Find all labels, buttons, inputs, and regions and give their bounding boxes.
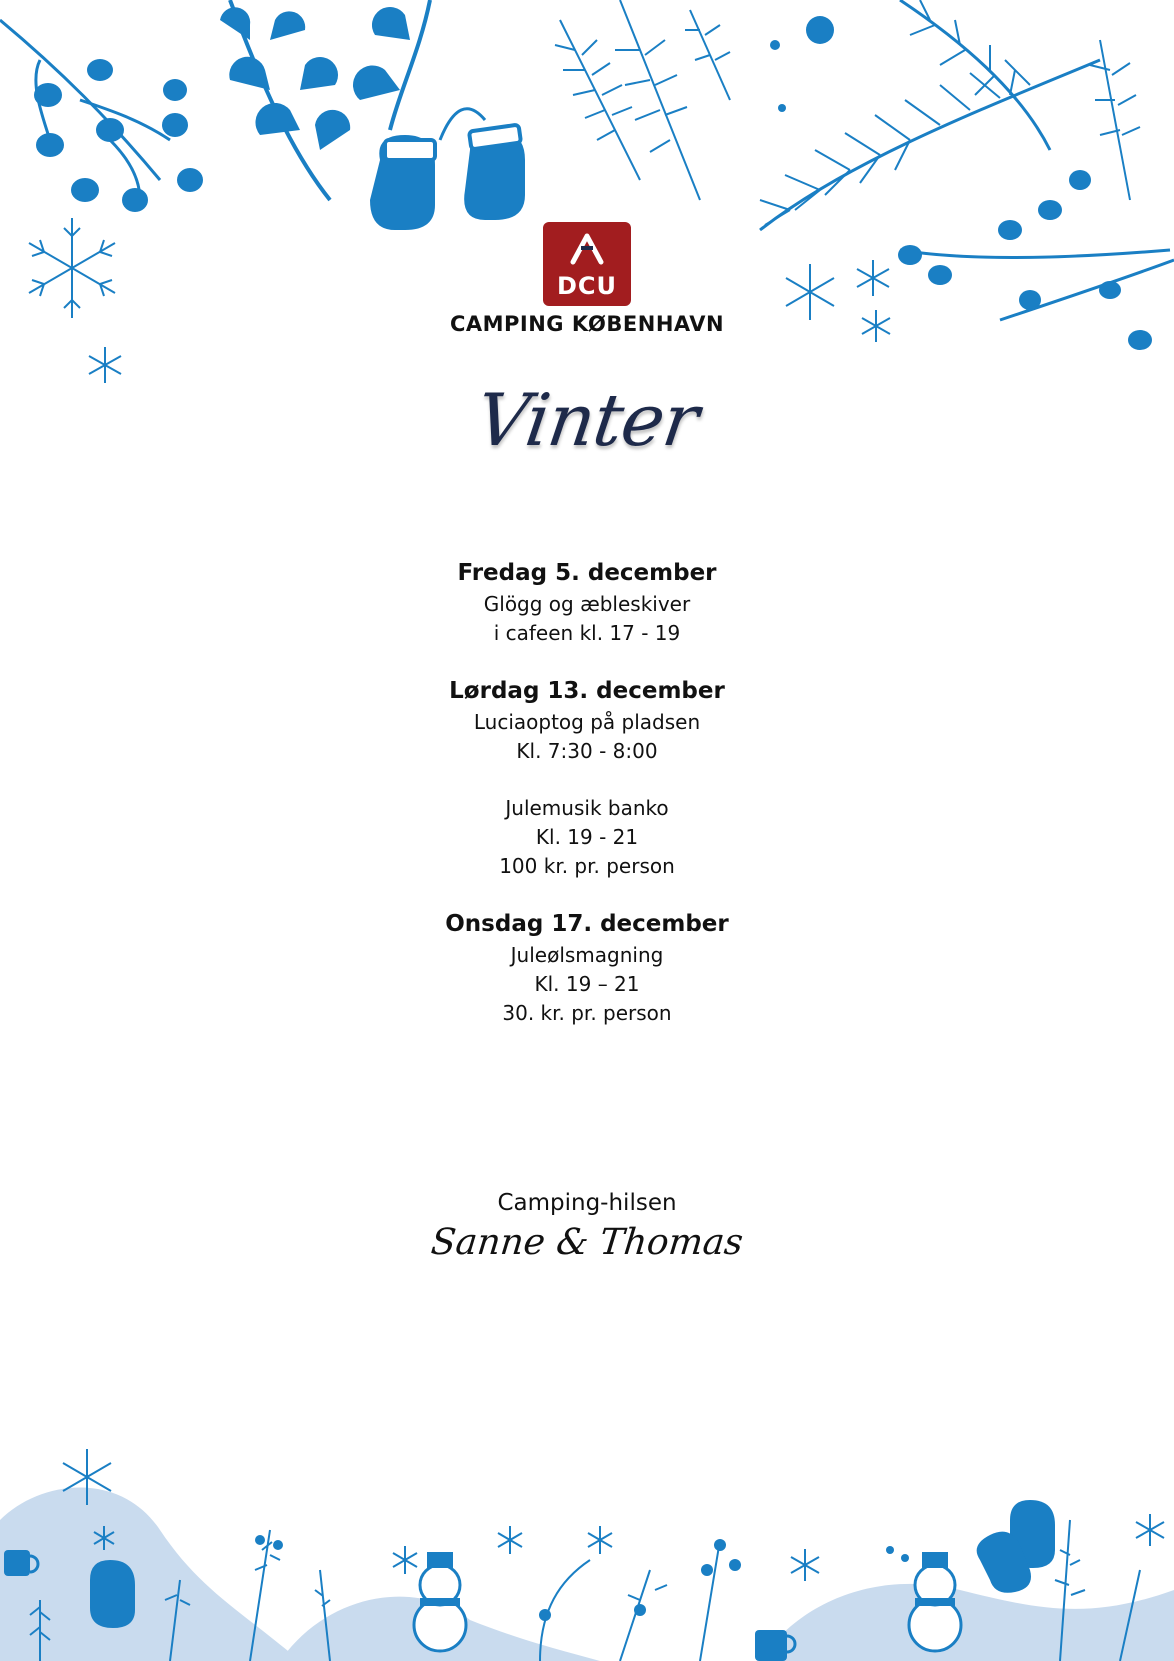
event-item [0, 674, 1174, 881]
greeting-text: Camping-hilsen [497, 1190, 677, 1216]
dcu-logo [543, 222, 631, 306]
event-heading: Onsdag 17. december [445, 911, 729, 937]
event-line: Kl. 19 - 21 [535, 825, 639, 849]
event-line: Kl. 19 – 21 [534, 972, 640, 996]
event-block [0, 708, 1174, 766]
event-line: Glögg og æbleskiver [483, 592, 691, 616]
event-item [0, 907, 1174, 1028]
event-line: Luciaoptog på pladsen [473, 710, 701, 734]
greeting [0, 1190, 1174, 1263]
event-heading: Lørdag 13. december [449, 678, 725, 704]
fir-branch-icon [555, 0, 1140, 230]
bottom-winter-decoration [0, 1440, 1174, 1661]
event-block [0, 590, 1174, 648]
mitten-icon [370, 109, 525, 230]
event-line: i cafeen kl. 17 - 19 [493, 621, 681, 645]
event-line: 100 kr. pr. person [499, 854, 675, 878]
event-line: Kl. 7:30 - 8:00 [516, 739, 658, 763]
event-block [0, 794, 1174, 881]
event-item [0, 556, 1174, 648]
event-line: Juleølsmagning [510, 943, 664, 967]
event-heading: Fredag 5. december [457, 560, 717, 586]
event-line: 30. kr. pr. person [502, 1001, 672, 1025]
brand-logo [0, 222, 1174, 336]
brand-name: CAMPING KØBENHAVN [449, 312, 725, 336]
event-list [0, 556, 1174, 1054]
event-block [0, 941, 1174, 1028]
signature: Sanne & Thomas [429, 1222, 745, 1263]
logo-text: DCU [556, 272, 618, 300]
page-title: Vinter [471, 378, 703, 462]
berry-branch-icon [0, 20, 170, 200]
event-line: Julemusik banko [505, 796, 669, 820]
berry-icon [34, 59, 203, 212]
